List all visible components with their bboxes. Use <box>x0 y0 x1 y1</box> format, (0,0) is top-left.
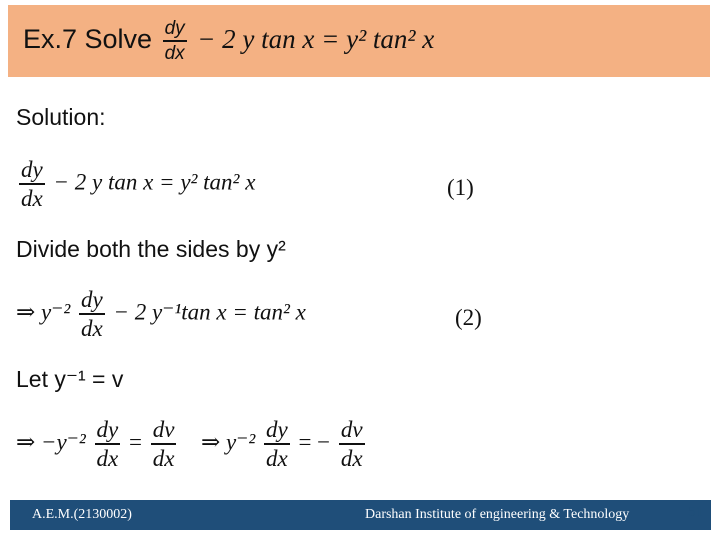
equals-sign: = <box>129 429 142 455</box>
equation-2-prefix: ⇒ y⁻² <box>16 299 71 325</box>
equals-minus-sign: = − <box>298 429 331 455</box>
title-bar <box>8 5 710 77</box>
equation-3 <box>16 418 368 470</box>
footer-bar <box>10 500 711 530</box>
equation-3-mid: ⇒ y⁻² <box>200 429 256 455</box>
title-equation-rest: − 2 y tan x = y² tan² x <box>197 24 435 55</box>
fraction-dv-dx <box>339 418 365 470</box>
substitution-line: Let y⁻¹ = v <box>16 366 124 392</box>
fraction-dy-dx <box>264 418 290 470</box>
fraction-denominator: dx <box>95 443 121 470</box>
fraction-numerator: dv <box>340 417 363 442</box>
equation-2 <box>16 288 306 340</box>
equation-2-number: (2) <box>455 305 482 330</box>
fraction-denominator: dx <box>339 443 365 470</box>
equation-1 <box>16 158 255 210</box>
fraction-numerator: dy <box>81 287 103 312</box>
fraction-dy-dx <box>79 288 105 340</box>
fraction-dy-dx <box>95 418 121 470</box>
fraction-numerator: dy <box>96 417 119 442</box>
fraction-numerator: dy <box>164 18 185 39</box>
fraction-denominator: dx <box>151 443 177 470</box>
fraction-denominator: dx <box>163 40 187 63</box>
fraction-dv-dx <box>151 418 177 470</box>
equation-1-number: (1) <box>447 175 474 200</box>
institute-name: Darshan Institute of engineering & Technology <box>365 507 630 522</box>
title-prefix: Ex.7 Solve <box>23 24 153 55</box>
fraction-numerator: dy <box>21 157 43 182</box>
divide-instruction: Divide both the sides by y² <box>16 236 286 262</box>
page-number: 51 <box>688 504 703 520</box>
equation-1-rest: − 2 y tan x = y² tan² x <box>53 169 256 195</box>
fraction-denominator: dx <box>264 443 290 470</box>
title-fraction-dy-dx <box>163 19 187 63</box>
fraction-denominator: dx <box>19 183 45 210</box>
slide-title <box>23 19 434 63</box>
fraction-dy-dx <box>19 158 45 210</box>
solution-label: Solution: <box>16 104 106 130</box>
equation-3-prefix: ⇒ −y⁻² <box>16 429 86 455</box>
fraction-numerator: dy <box>265 417 288 442</box>
fraction-numerator: dv <box>152 417 175 442</box>
equation-2-rest: − 2 y⁻¹tan x = tan² x <box>113 299 306 325</box>
course-code: A.E.M.(2130002) <box>32 507 132 522</box>
fraction-denominator: dx <box>79 313 105 340</box>
